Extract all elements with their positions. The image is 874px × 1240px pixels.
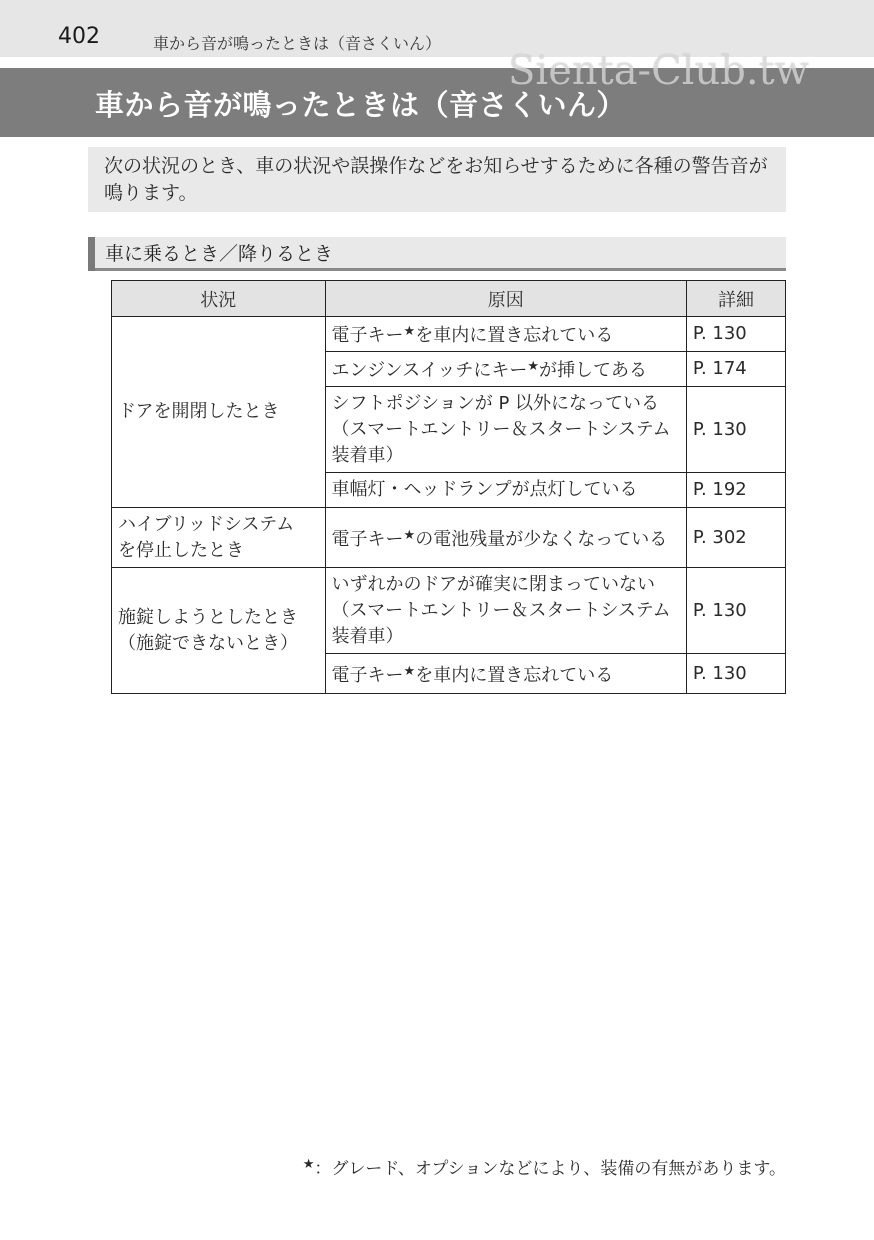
section-heading-bar	[88, 237, 95, 271]
watermark: Sienta-Club.tw	[508, 48, 809, 94]
cause-text: 電子キー	[331, 528, 404, 550]
cause-text-line: （スマートエントリー＆スタートシステム	[331, 599, 671, 621]
cause-text-line: シフトポジションが P 以外になっている	[331, 392, 660, 414]
section-title: 車に乗るとき／降りるとき	[105, 243, 334, 265]
star-mark: ★	[302, 1157, 315, 1172]
cause-text-line: 装着車）	[331, 625, 404, 647]
star-mark: ★	[403, 663, 416, 679]
table-row	[112, 568, 786, 654]
situation-cell	[112, 568, 326, 694]
table-header-row	[112, 281, 786, 317]
cause-text: が挿してある	[539, 360, 648, 381]
cause-text: を車内に置き忘れている	[415, 664, 614, 686]
table-row	[112, 317, 786, 352]
detail-cell: P. 302	[686, 508, 785, 568]
cause-text-line: （スマートエントリー＆スタートシステム	[331, 418, 671, 440]
cause-cell	[325, 387, 686, 473]
cause-cell	[325, 352, 686, 387]
situation-text-line: を停止したとき	[118, 539, 244, 561]
running-header-title: 車から音が鳴ったときは（音さくいん）	[153, 34, 442, 53]
cause-text: 電子キー	[331, 664, 404, 686]
footnote	[303, 1154, 786, 1179]
cause-cell	[325, 654, 686, 694]
page-title: 車から音が鳴ったときは（音さくいん）	[95, 88, 627, 122]
situation-text: ドアを開閉したとき	[118, 401, 280, 422]
cause-text-line: 装着車）	[331, 444, 404, 466]
detail-cell: P. 130	[686, 387, 785, 473]
detail-cell: P. 130	[686, 568, 785, 654]
cause-cell	[325, 568, 686, 654]
situation-cell	[112, 317, 326, 508]
detail-cell: P. 130	[686, 317, 785, 352]
situation-cell	[112, 508, 326, 568]
cause-cell	[325, 508, 686, 568]
situation-text-line: 施錠しようとしたとき	[118, 606, 298, 628]
cause-cell	[325, 317, 686, 352]
header-situation: 状況	[112, 281, 326, 317]
situation-text-line: ハイブリッドシステム	[118, 513, 295, 535]
header-cause: 原因	[325, 281, 686, 317]
cause-text: の電池残量が少なくなっている	[415, 528, 668, 550]
intro-text: 次の状況のとき、車の状況や誤操作などをお知らせするために各種の警告音が鳴ります。	[104, 155, 768, 204]
header-detail: 詳細	[686, 281, 785, 317]
cause-text: 電子キー	[331, 325, 404, 346]
table-row	[112, 508, 786, 568]
star-mark: ★	[403, 324, 416, 339]
star-mark: ★	[403, 527, 416, 543]
warning-sound-table	[111, 280, 786, 694]
detail-cell: P. 174	[686, 352, 785, 387]
page-number: 402	[58, 24, 100, 49]
detail-cell: P. 130	[686, 654, 785, 694]
cause-cell: 車幅灯・ヘッドランプが点灯している	[325, 473, 686, 508]
cause-text: を車内に置き忘れている	[415, 325, 614, 346]
cause-text: エンジンスイッチにキー	[331, 360, 528, 381]
footnote-text: ：グレード、オプションなどにより、装備の有無があります。	[314, 1159, 786, 1179]
situation-text-line: （施錠できないとき）	[118, 632, 298, 654]
star-mark: ★	[527, 359, 540, 374]
cause-text-line: いずれかのドアが確実に閉まっていない	[331, 573, 656, 595]
detail-cell: P. 192	[686, 473, 785, 508]
